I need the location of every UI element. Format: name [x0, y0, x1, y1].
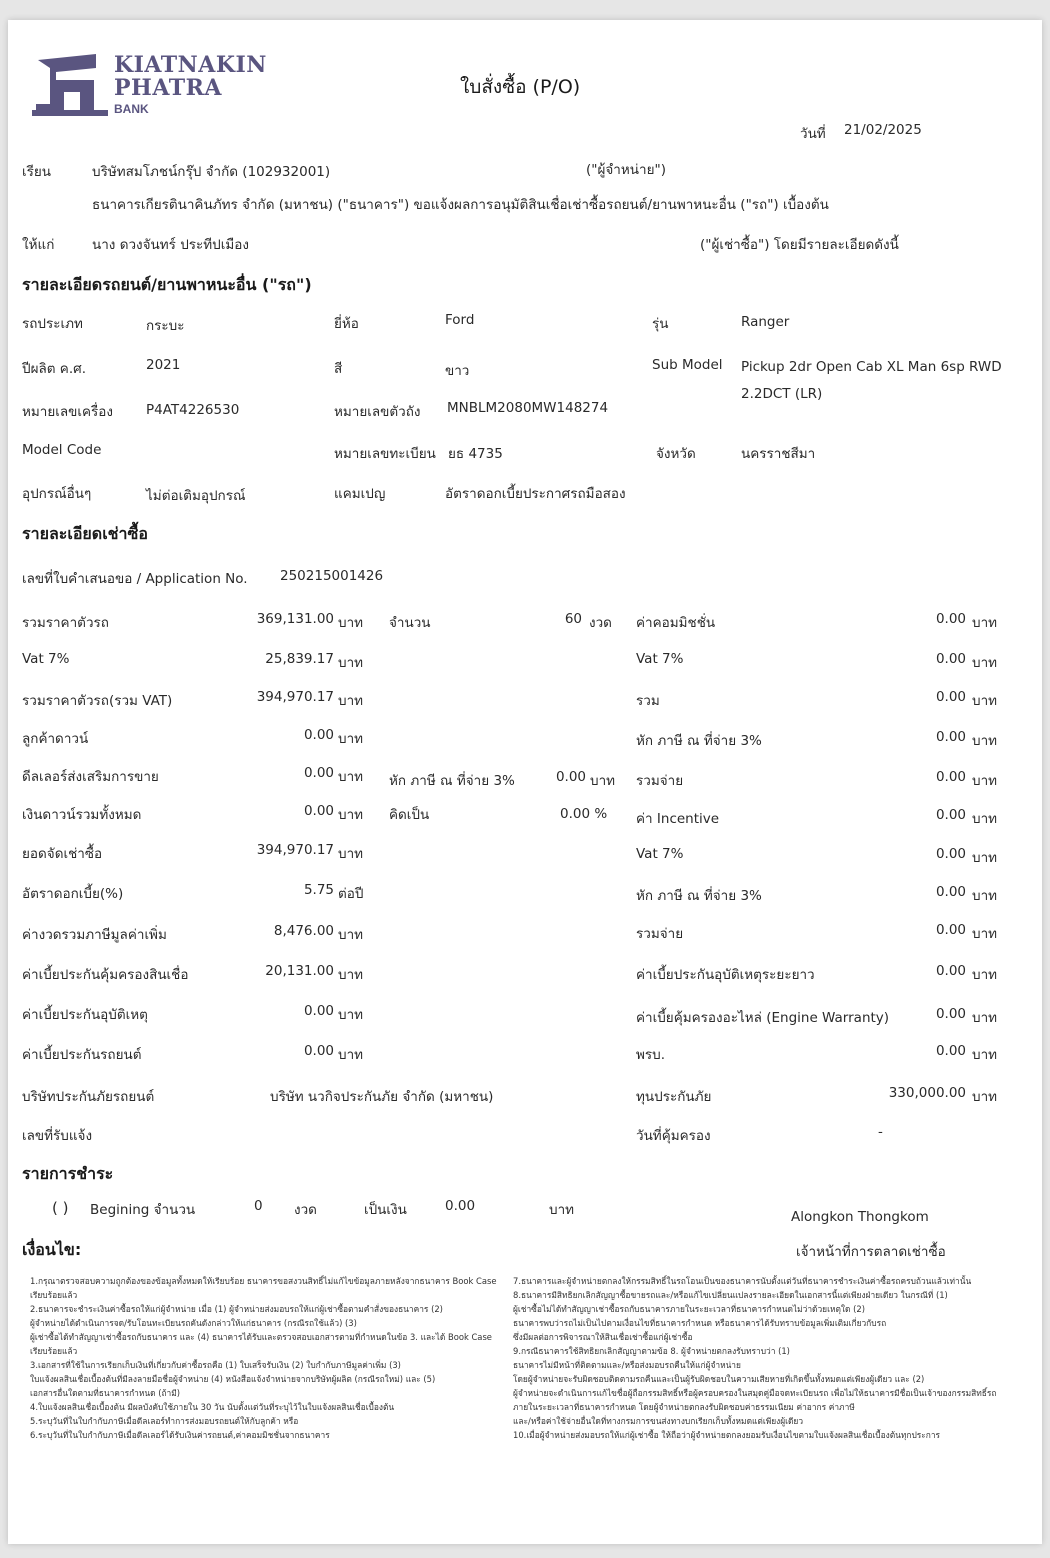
- condition-line: 9.กรณีธนาคารใช้สิทธิยกเลิกสัญญาตามข้อ 8. ผู้จำหน่ายตกลงรับทราบว่า (1): [513, 1346, 790, 1356]
- condition-line: 1.กรุณาตรวจสอบความถูกต้องของข้อมูลทั้งหมดให้เรียบร้อย ธนาคารขอสงวนสิทธิ์ไม่แก้ไขข้อมูลภายหลังจากธนาคาร Book Case: [30, 1276, 497, 1286]
- lease-right-value: 0.00: [935, 1043, 966, 1059]
- lease-right-unit: บาท: [972, 888, 998, 904]
- lease-left-label: ลูกค้าดาวน์: [22, 731, 89, 747]
- condition-line: ภายในระยะเวลาที่ธนาคารกำหนด โดยผู้จำหน่ายตกลงรับผิดชอบค่าธรรมเนียม ค่าอากร ค่าภาษี: [513, 1402, 855, 1412]
- lease-left-label: ยอดจัดเช่าซื้อ: [22, 846, 103, 862]
- lease-right-value: 0.00: [935, 689, 966, 705]
- down-pct-label: คิดเป็น: [389, 807, 430, 823]
- accessory: ไม่ต่อเติมอุปกรณ์: [146, 488, 246, 504]
- condition-line: โดยผู้จำหน่ายจะรับผิดชอบติดตามรถคืนและเป็นผู้รับผิดชอบในความเสียหายที่เกิดขึ้นทั้งหมดแต่เพียงผู้เดียว และ (2): [513, 1374, 925, 1384]
- condition-line: ธนาคารพบว่ารถไม่เป็นไปตามเงื่อนไขที่ธนาคารกำหนด หรือธนาคารได้รับทราบข้อมูลเพิ่มเติมเกี่ยวกับรถ: [513, 1318, 887, 1328]
- province-label: จังหวัด: [656, 446, 696, 462]
- lease-left-unit: บาท: [338, 1047, 364, 1063]
- lease-left-unit: บาท: [338, 693, 364, 709]
- province: นครราชสีมา: [741, 446, 816, 462]
- vehicle-submodel-label: Sub Model: [652, 357, 723, 373]
- engine-no: P4AT4226530: [146, 402, 240, 418]
- lease-right-unit: บาท: [972, 733, 998, 749]
- vehicle-year: 2021: [146, 357, 181, 373]
- condition-line: และ/หรือค่าใช้จ่ายอื่นใดที่ทางกรมการขนส่งทางบกเรียกเก็บทั้งหมดแต่เพียงผู้เดียว: [513, 1416, 804, 1426]
- campaign-label: แคมเปญ: [334, 486, 386, 502]
- coverage-date: -: [878, 1124, 883, 1140]
- payment-amount-unit: บาท: [549, 1202, 575, 1218]
- lease-right-unit: บาท: [972, 655, 998, 671]
- lease-right-unit: บาท: [972, 967, 998, 983]
- lease-right-label: รวมจ่าย: [636, 773, 684, 789]
- lease-left-unit: บาท: [338, 807, 364, 823]
- lease-left-label: รวมราคาตัวรถ(รวม VAT): [22, 693, 173, 709]
- lease-right-value: 0.00: [935, 922, 966, 938]
- lease-heading: รายละเอียดเช่าซื้อ: [22, 524, 148, 543]
- conditions-left: [30, 1274, 496, 1442]
- condition-line: 8.ธนาคารมีสิทธิยกเลิกสัญญาซื้อขายรถและ/หรือแก้ไขเปลี่ยนแปลงรายละเอียดในเอกสารนี้แต่เพียงฝ่ายเดียว ในกรณีที่ (1): [513, 1290, 948, 1300]
- lease-right-value: 0.00: [935, 884, 966, 900]
- payment-amount-label: เป็นเงิน: [364, 1202, 407, 1218]
- lease-right-value: 0.00: [935, 963, 966, 979]
- to-label: เรียน: [22, 164, 52, 180]
- lease-left-unit: บาท: [338, 927, 364, 943]
- condition-line: ผู้เช่าซื้อไม่ได้ทำสัญญาเช่าซื้อรถกับธนาคารภายในระยะเวลาที่ธนาคารกำหนดไม่ว่าด้วยเหตุใด (2): [513, 1304, 865, 1314]
- vehicle-type: กระบะ: [146, 318, 185, 334]
- payment-label: Begining จำนวน: [90, 1202, 196, 1218]
- vehicle-submodel-line2: 2.2DCT (LR): [741, 386, 823, 402]
- purchase-order-page: [8, 20, 1042, 1544]
- lease-left-unit: บาท: [338, 731, 364, 747]
- lease-right-value: 0.00: [935, 611, 966, 627]
- condition-line: ธนาคารไม่มีหน้าที่ติดตามและ/หรือส่งมอบรถคืนให้แก่ผู้จำหน่าย: [513, 1360, 741, 1370]
- lease-right-value: 0.00: [935, 1006, 966, 1022]
- condition-line: 3.เอกสารที่ใช้ในการเรียกเก็บเงินที่เกี่ยวกับค่าซื้อรถคือ (1) ใบเสร็จรับเงิน (2) ใบกำกับภาษีมูลค่าเพิ่ม (3): [30, 1360, 401, 1370]
- lease-left-label: อัตราดอกเบี้ย(%): [22, 886, 124, 902]
- lease-right-label: ค่าเบี้ยประกันอุบัติเหตุระยะยาว: [636, 967, 815, 983]
- lease-right-value: 0.00: [935, 769, 966, 785]
- dealer-name: บริษัทสมโภชน์กรุ๊ป จำกัด (102932001): [92, 164, 331, 180]
- vehicle-submodel-line1: Pickup 2dr Open Cab XL Man 6sp RWD: [741, 359, 1002, 375]
- payment-checkbox[interactable]: ( ): [52, 1199, 69, 1217]
- lease-right-label: ค่าเบี้ยคุ้มครองอะไหล่ (Engine Warranty): [636, 1010, 890, 1026]
- dealer-wht-value: 0.00: [555, 769, 586, 785]
- logo-line3: BANK: [114, 102, 149, 116]
- condition-line: 7.ธนาคารและผู้จำหน่ายตกลงให้กรรมสิทธิ์ในรถโอนเป็นของธนาคารนับตั้งแต่วันที่ธนาคารชำระเงินค่าซื้อรถครบถ้วนแล้วเท่านั้น: [513, 1276, 972, 1286]
- lease-left-label: ดีลเลอร์ส่งเสริมการขาย: [22, 769, 159, 785]
- lease-right-value: 0.00: [935, 651, 966, 667]
- lease-right-unit: บาท: [972, 1047, 998, 1063]
- signer-name: Alongkon Thongkom: [791, 1209, 929, 1225]
- lease-left-value: 369,131.00: [256, 611, 334, 627]
- lease-right-label: ค่าคอมมิชชั่น: [636, 615, 716, 631]
- notify-no-label: เลขที่รับแจ้ง: [22, 1128, 93, 1144]
- to2-label: ให้แก่: [22, 237, 55, 253]
- lease-left-value: 5.75: [303, 882, 334, 898]
- dealer-role: ("ผู้จำหน่าย"): [586, 162, 666, 178]
- condition-line: ซึ่งมีผลต่อการพิจารณาให้สินเชื่อเช่าซื้อแก่ผู้เช่าซื้อ: [513, 1332, 693, 1342]
- lease-left-unit: บาท: [338, 769, 364, 785]
- insurer-name: บริษัท นวกิจประกันภัย จำกัด (มหาชน): [270, 1089, 494, 1105]
- lease-left-value: 20,131.00: [265, 963, 334, 979]
- installment-unit: งวด: [589, 615, 612, 631]
- installment-count: 60: [564, 611, 582, 627]
- lease-right-label: รวม: [636, 693, 660, 709]
- plate-label: หมายเลขทะเบียน: [334, 446, 436, 462]
- vehicle-color-label: สี: [334, 361, 343, 377]
- logo-line1: KIATNAKIN: [114, 52, 267, 78]
- condition-line: 2.ธนาคารจะชำระเงินค่าซื้อรถให้แก่ผู้จำหน่าย เมื่อ (1) ผู้จำหน่ายส่งมอบรถให้แก่ผู้เช่าซื้อตามคำสั่งของธนาคาร (2): [30, 1304, 443, 1314]
- lease-right-unit: บาท: [972, 693, 998, 709]
- lease-left-unit: บาท: [338, 846, 364, 862]
- campaign: อัตราดอกเบี้ยประกาศรถมือสอง: [445, 486, 626, 502]
- lease-left-unit: บาท: [338, 615, 364, 631]
- lease-left-value: 0.00: [303, 1003, 334, 1019]
- lease-left-unit: บาท: [338, 1007, 364, 1023]
- vehicle-year-label: ปีผลิต ค.ศ.: [22, 361, 86, 377]
- condition-line: 4.ใบแจ้งผลสินเชื่อเบื้องต้น มีผลบังคับใช้ภายใน 30 วัน นับตั้งแต่วันที่ระบุไว้ในใบแจ้งผลสินเชื่อเบื้องต้น: [30, 1402, 395, 1412]
- accessory-label: อุปกรณ์อื่นๆ: [22, 486, 92, 502]
- lease-right-value: 0.00: [935, 729, 966, 745]
- lease-right-label: Vat 7%: [636, 651, 684, 667]
- lease-left-unit: บาท: [338, 655, 364, 671]
- condition-line: 6.ระบุวันที่ในใบกำกับภาษีเมื่อดีลเลอร์ได้รับเงินค่ารถยนต์,ค่าคอมมิชชั่นจากธนาคาร: [30, 1430, 330, 1440]
- engine-no-label: หมายเลขเครื่อง: [22, 404, 113, 420]
- vehicle-color: ขาว: [445, 363, 470, 379]
- lease-right-value: 0.00: [935, 846, 966, 862]
- date-label: วันที่: [800, 126, 826, 142]
- lease-right-label: หัก ภาษี ณ ที่จ่าย 3%: [636, 733, 762, 749]
- vehicle-model: Ranger: [741, 314, 790, 330]
- lease-left-value: 394,970.17: [256, 842, 334, 858]
- condition-line: ผู้เช่าซื้อได้ทำสัญญาเช่าซื้อรถกับธนาคาร และ (4) ธนาคารได้รับและตรวจสอบเอกสารตามที่กำหนดในข้อ 3. และได้ Book Case: [30, 1332, 492, 1342]
- sum-insured-unit: บาท: [972, 1089, 998, 1105]
- lease-right-label: หัก ภาษี ณ ที่จ่าย 3%: [636, 888, 762, 904]
- lease-left-label: ค่าเบี้ยประกันคุ้มครองสินเชื่อ: [22, 967, 189, 983]
- customer-role: ("ผู้เช่าซื้อ") โดยมีรายละเอียดดังนี้: [700, 237, 899, 253]
- lease-left-label: ค่าเบี้ยประกันรถยนต์: [22, 1047, 142, 1063]
- lease-right-value: 0.00: [935, 807, 966, 823]
- condition-line: ใบแจ้งผลสินเชื่อเบื้องต้นที่มีลงลายมือชื่อผู้จำหน่าย (4) หนังสือแจ้งจำหน่ายจากบริษัทผู้ผลิต (กรณีรถใหม่) และ (5): [30, 1374, 436, 1384]
- dealer-wht-unit: บาท: [590, 773, 616, 789]
- bank-logo-icon: [30, 50, 110, 118]
- logo-line2: PHATRA: [114, 75, 222, 101]
- conditions-right: [513, 1274, 997, 1442]
- condition-line: เอกสารอื่นใดตามที่ธนาคารกำหนด (ถ้ามี): [30, 1388, 181, 1398]
- model-code-label: Model Code: [22, 442, 102, 458]
- lease-right-unit: บาท: [972, 615, 998, 631]
- lease-right-unit: บาท: [972, 926, 998, 942]
- lease-left-label: ค่าเบี้ยประกันอุบัติเหตุ: [22, 1007, 148, 1023]
- vehicle-brand-label: ยี่ห้อ: [334, 316, 359, 332]
- condition-line: ผู้จำหน่ายได้ดำเนินการจด/รับโอนทะเบียนรถคันดังกล่าวให้แก่ธนาคาร (กรณีรถใช้แล้ว) (3): [30, 1318, 357, 1328]
- lease-left-label: Vat 7%: [22, 651, 70, 667]
- payment-count-unit: งวด: [294, 1202, 317, 1218]
- vehicle-model-label: รุ่น: [652, 316, 669, 332]
- condition-line: เรียบร้อยแล้ว: [30, 1290, 78, 1300]
- lease-left-value: 0.00: [303, 1043, 334, 1059]
- lease-left-value: 0.00: [303, 727, 334, 743]
- lease-right-unit: บาท: [972, 1010, 998, 1026]
- lease-left-value: 0.00: [303, 803, 334, 819]
- condition-line: 5.ระบุวันที่ในใบกำกับภาษีเมื่อดีลเลอร์ทำการส่งมอบรถยนต์ให้กับลูกค้า หรือ: [30, 1416, 299, 1426]
- dealer-wht-label: หัก ภาษี ณ ที่จ่าย 3%: [389, 773, 515, 789]
- lease-left-value: 25,839.17: [265, 651, 334, 667]
- lease-right-label: Vat 7%: [636, 846, 684, 862]
- vehicle-brand: Ford: [445, 312, 475, 328]
- down-pct-value: 0.00 %: [560, 806, 608, 822]
- plate-no: ยธ 4735: [448, 446, 503, 462]
- payment-amount: 0.00: [445, 1198, 476, 1214]
- installment-count-label: จำนวน: [389, 615, 431, 631]
- lease-left-value: 8,476.00: [273, 923, 334, 939]
- condition-line: 10.เมื่อผู้จำหน่ายส่งมอบรถให้แก่ผู้เช่าซื้อ ให้ถือว่าผู้จำหน่ายตกลงยอมรับเงื่อนไขตามใบแจ้งผลสินเชื่อเบื้องต้นทุกประการ: [513, 1430, 941, 1440]
- signer-position: เจ้าหน้าที่การตลาดเช่าซื้อ: [796, 1244, 946, 1260]
- date-value: 21/02/2025: [844, 122, 922, 138]
- insurer-label: บริษัทประกันภัยรถยนต์: [22, 1089, 155, 1105]
- payment-heading: รายการชำระ: [22, 1164, 114, 1183]
- vehicle-type-label: รถประเภท: [22, 316, 83, 332]
- lease-right-unit: บาท: [972, 773, 998, 789]
- lease-left-unit: ต่อปี: [338, 886, 364, 902]
- application-no-label: เลขที่ใบคำเสนอขอ / Application No.: [22, 571, 248, 587]
- lease-left-unit: บาท: [338, 967, 364, 983]
- chassis-no: MNBLM2080MW148274: [447, 400, 609, 416]
- lease-right-label: พรบ.: [636, 1047, 666, 1063]
- page-title: ใบสั่งซื้อ (P/O): [460, 76, 581, 98]
- lease-left-label: รวมราคาตัวรถ: [22, 615, 109, 631]
- lease-right-unit: บาท: [972, 811, 998, 827]
- lease-right-label: รวมจ่าย: [636, 926, 684, 942]
- sum-insured-label: ทุนประกันภัย: [636, 1089, 712, 1105]
- coverage-date-label: วันที่คุ้มครอง: [636, 1128, 711, 1144]
- lease-left-label: ค่างวดรวมภาษีมูลค่าเพิ่ม: [22, 927, 167, 943]
- customer-name: นาง ดวงจันทร์ ประทีปเมือง: [92, 237, 249, 253]
- conditions-heading: เงื่อนไข:: [22, 1240, 82, 1259]
- chassis-no-label: หมายเลขตัวถัง: [334, 404, 421, 420]
- lease-right-unit: บาท: [972, 850, 998, 866]
- payment-count: 0: [254, 1198, 263, 1214]
- lease-left-label: เงินดาวน์รวมทั้งหมด: [22, 807, 142, 823]
- lease-right-label: ค่า Incentive: [636, 811, 720, 827]
- intro-text: ธนาคารเกียรตินาคินภัทร จำกัด (มหาชน) ("ธนาคาร") ขอแจ้งผลการอนุมัติสินเชื่อเช่าซื้อรถยนต์/ยานพาหนะอื่น ("รถ") เบื้องต้น: [92, 197, 829, 213]
- condition-line: ผู้จำหน่ายจะดำเนินการแก้ไขชื่อผู้ถือกรรมสิทธิ์หรือผู้ครอบครองในสมุดคู่มือจดทะเบียนรถ เพื่อไม่ให้ธนาคารมีชื่อเป็นเจ้าของกรรมสิทธิ์รถ: [513, 1388, 997, 1398]
- vehicle-heading: รายละเอียดรถยนต์/ยานพาหนะอื่น ("รถ"): [22, 275, 312, 294]
- condition-line: เรียบร้อยแล้ว: [30, 1346, 78, 1356]
- lease-left-value: 394,970.17: [256, 689, 334, 705]
- sum-insured-value: 330,000.00: [888, 1085, 966, 1101]
- lease-left-value: 0.00: [303, 765, 334, 781]
- application-no: 250215001426: [280, 568, 384, 584]
